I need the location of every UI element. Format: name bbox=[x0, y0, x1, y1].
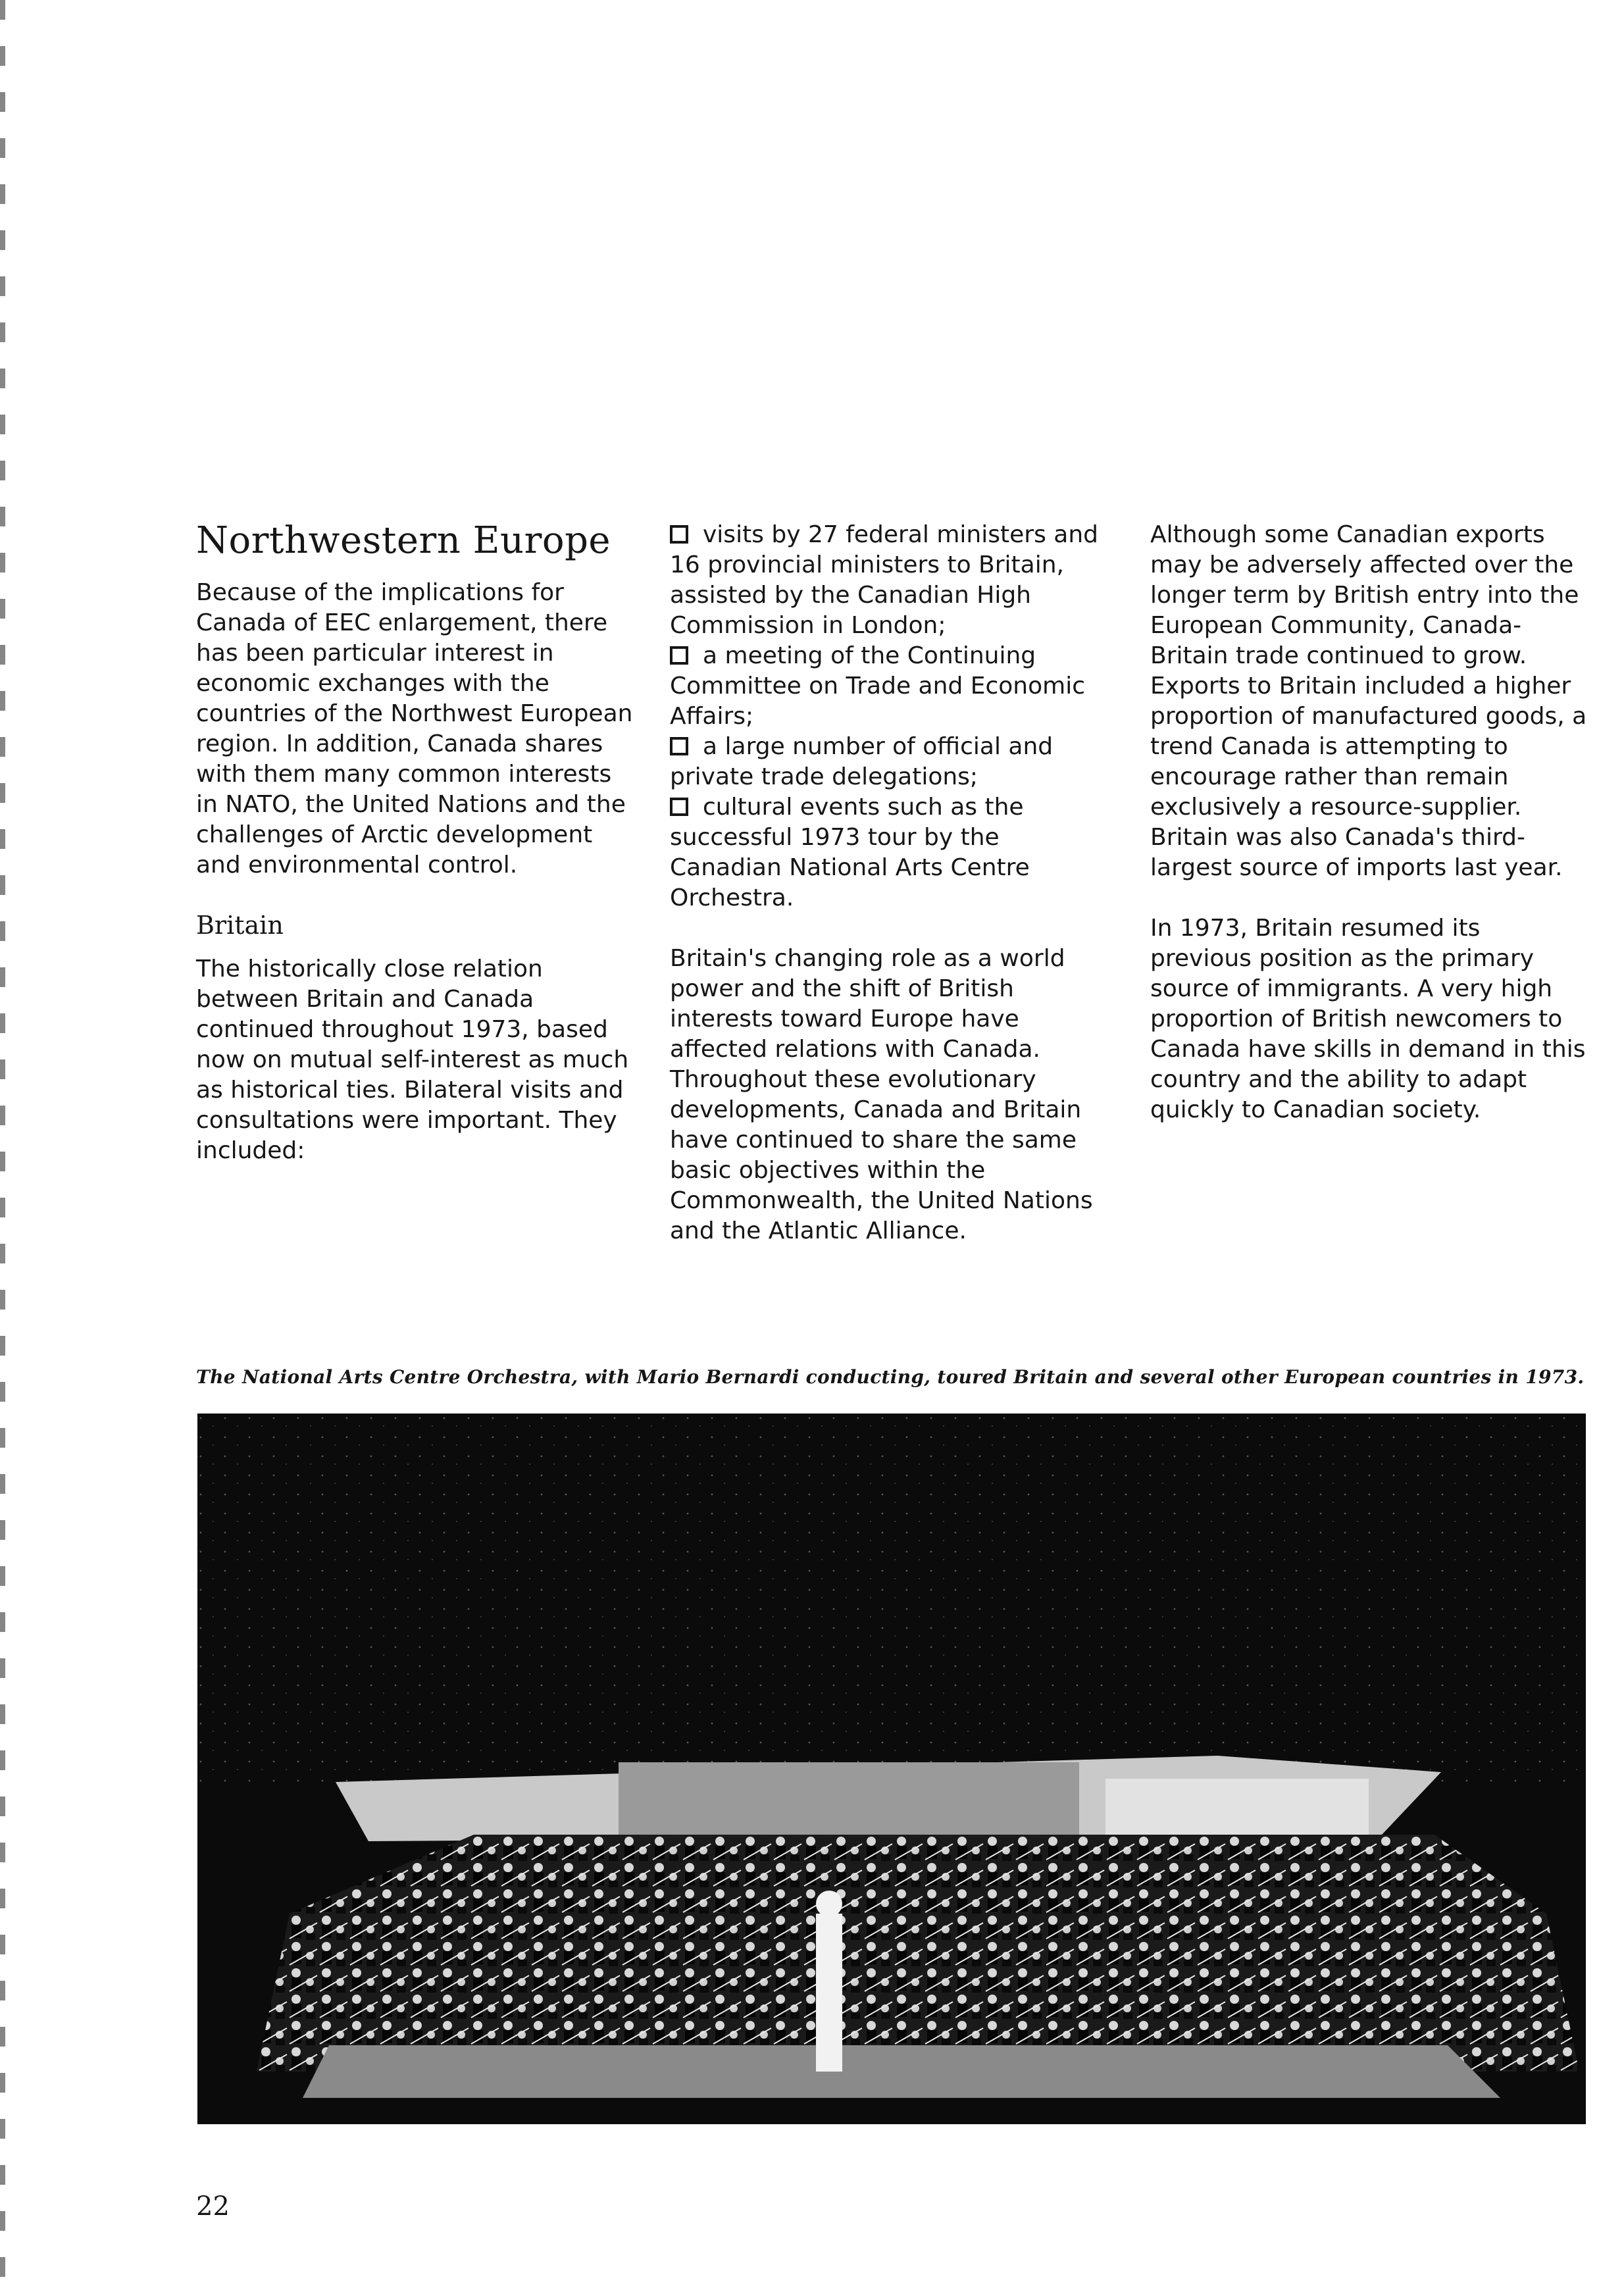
checkbox-bullet-icon bbox=[670, 646, 688, 665]
list-item-text: a large number of official and private trade delegations; bbox=[670, 733, 1053, 790]
scan-edge bbox=[0, 0, 5, 2292]
intro-paragraph: Because of the implications for Canada of EEC enlargement, there has been particular interest in economic exchanges with the countries of the Northwest European region. In addition, Canada shares with them many common interests in NATO, the United Nations and the challenges of Arctic development and environmental control. bbox=[196, 579, 633, 879]
list-item-text: visits by 27 federal ministers and 16 provincial ministers to Britain, assisted by the Canadian High Commission in London; bbox=[670, 521, 1098, 639]
britain-subheading: Britain bbox=[196, 911, 284, 940]
list-item bbox=[670, 641, 1107, 732]
list-item bbox=[670, 792, 1107, 913]
orchestra-photo bbox=[197, 1413, 1586, 2124]
trade-paragraph: Although some Canadian exports may be adversely affected over the longer term by British entry into the European Community, Canada-Britain trade continued to grow. Exports to Britain included a higher proportion of manufactured goods, a trend Canada is attempting to encourage rather than remain exclusively a resource-supplier. Britain was also Canada's third-largest source of imports last year. bbox=[1150, 521, 1587, 881]
list-item-text: a meeting of the Continuing Committee on Trade and Economic Affairs; bbox=[670, 642, 1086, 730]
middle-column bbox=[670, 520, 1107, 1277]
section-heading: Northwestern Europe bbox=[196, 519, 611, 562]
page-number: 22 bbox=[196, 2191, 230, 2222]
list-item bbox=[670, 732, 1107, 792]
immigration-paragraph: In 1973, Britain resumed its previous position as the primary source of immigrants. A very high proportion of British newcomers to Canada have skills in demand in this country and the ability to adapt quickly to Canadian society. bbox=[1150, 915, 1586, 1123]
list-item bbox=[670, 520, 1107, 641]
photo-caption: The National Arts Centre Orchestra, with Mario Bernardi conducting, toured Britain and several other European countries in 1973. bbox=[196, 1366, 1585, 1388]
britain-paragraph: The historically close relation between Britain and Canada continued throughout 1973, based now on mutual self-interest as much as historical ties. Bilateral visits and consultations were important. They included: bbox=[196, 955, 629, 1164]
right-column bbox=[1150, 520, 1588, 1156]
visits-list bbox=[670, 520, 1107, 913]
checkbox-bullet-icon bbox=[670, 737, 688, 755]
list-item-text: cultural events such as the successful 1973 tour by the Canadian National Arts Centre Orchestra. bbox=[670, 794, 1030, 911]
checkbox-bullet-icon bbox=[670, 798, 688, 816]
left-column bbox=[196, 520, 634, 1196]
checkbox-bullet-icon bbox=[670, 525, 688, 544]
britain-role-paragraph: Britain's changing role as a world power and the shift of British interests toward Europe have affected relations with Canada. Throughout these evolutionary developments, Canada and Britain have continued to share the same basic objectives within the Commonwealth, the United Nations and the Atlantic Alliance. bbox=[670, 945, 1093, 1244]
